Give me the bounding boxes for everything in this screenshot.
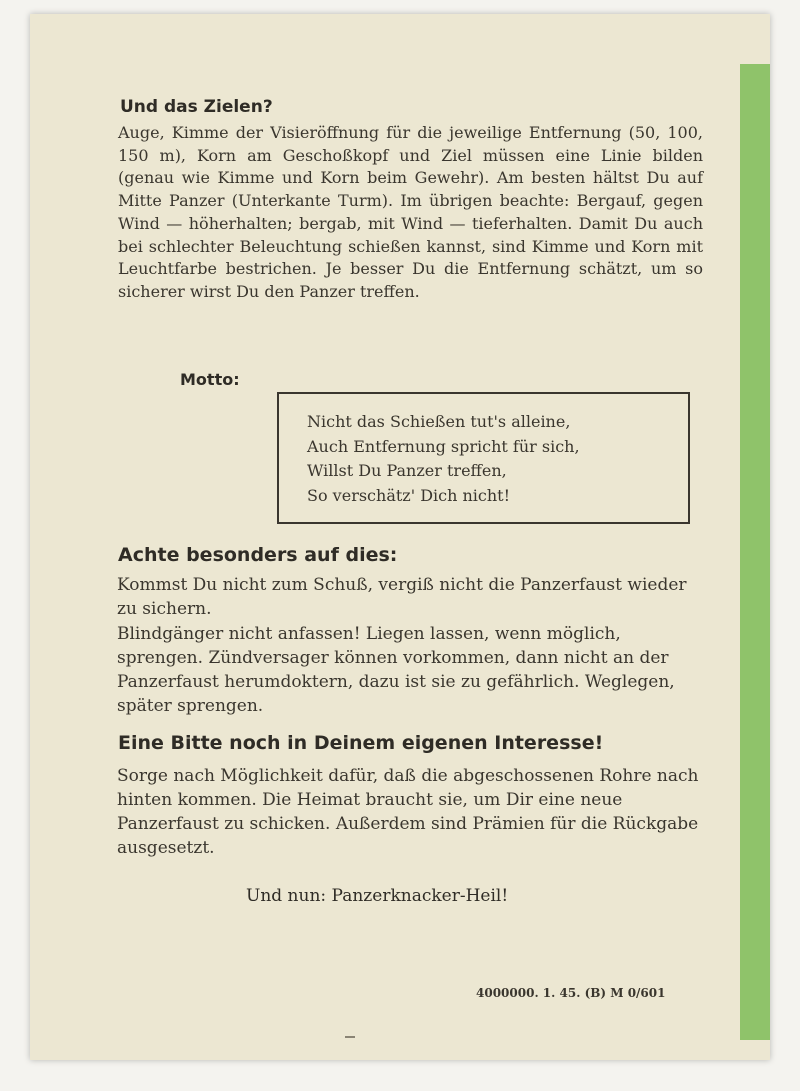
section-heading-attention: Achte besonders auf dies: <box>118 544 398 566</box>
motto-line: Auch Entfernung spricht für sich, <box>307 436 580 456</box>
motto-line: Willst Du Panzer treffen, <box>307 461 507 480</box>
motto-line: Nicht das Schießen tut's alleine, <box>307 412 571 431</box>
leaflet-page <box>30 14 770 1060</box>
dud-paragraph: Blindgänger nicht anfassen! Liegen lassen, wenn möglich, sprengen. Zündversager können vorkommen, dann nicht an der Panzerfaust herumdoktern, dazu ist sie zu gefährlich. Weglegen, später sprengen. <box>117 624 675 716</box>
safety-paragraph: Kommst Du nicht zum Schuß, vergiß nicht die Panzerfaust wieder zu sichern. <box>117 575 687 619</box>
closing-line: Und nun: Panzerknacker-Heil! <box>246 886 509 906</box>
section-heading-request: Eine Bitte noch in Deinem eigenen Interesse! <box>118 732 604 754</box>
motto-line: So verschätz' Dich nicht! <box>307 485 511 505</box>
print-code: 4000000. 1. 45. (B) M 0/601 <box>476 986 666 1000</box>
request-paragraph: Sorge nach Möglichkeit dafür, daß die abgeschossenen Rohre nach hinten kommen. Die Heimat braucht sie, um Dir eine neue Panzerfaust zu schicken. Außerdem sind Prämien für die Rückgabe ausgesetzt. <box>117 766 699 858</box>
section-heading-aiming: Und das Zielen? <box>120 97 273 117</box>
aiming-paragraph: Auge, Kimme der Visieröffnung für die jeweilige Entfernung (50, 100, 150 m), Korn am Geschoßkopf und Ziel müssen eine Linie bilden (genau wie Kimme und Korn beim Gewehr). Am besten hältst Du auf Mitte Panzer (Unterkante Turm). Im übrigen beachte: Bergauf, gegen Wind — höherhalten; bergab, mit Wind — tieferhalten. Damit Du auch bei schlechter Beleuchtung schießen kannst, sind Kimme und Korn mit Leuchtfarbe bestrichen. Je besser Du die Entfernung schätzt, um so sicherer wirst Du den Panzer treffen. <box>118 123 703 301</box>
green-edge-strip <box>740 64 770 1040</box>
paper-mark <box>345 1036 355 1038</box>
motto-box <box>277 392 690 524</box>
motto-label: Motto: <box>180 370 240 389</box>
